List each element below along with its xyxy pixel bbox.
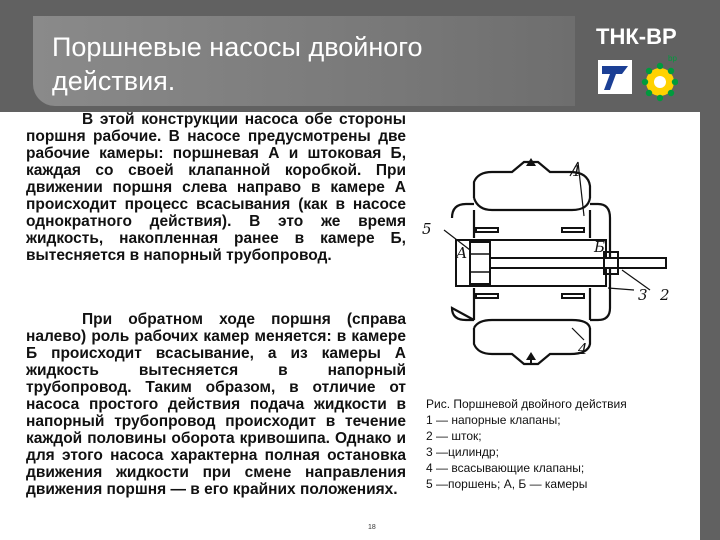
figure-caption (426, 396, 696, 492)
label-A: А (456, 244, 468, 262)
paragraph-2-text: При обратном ходе поршня (справа налево) роль рабочих камер меняется: в камере Б происходит всасывание, а из камеры А жидкость вытесняется в напорный трубопровод. Таким образом, в отличие от насоса простого действия подача жидкости в напорный трубопровод происходит в течение каждой половины оборота кривошипа. Однако и для этого насоса характерна полная остановка движения жидкости при смене направления движения поршня — в его крайних положениях. (26, 311, 406, 498)
tnk-bp-logo (598, 52, 678, 102)
cylinder-lower-walls (474, 288, 590, 320)
discharge-valve-left (476, 228, 498, 232)
caption-line-1: Рис. Поршневой двойного действия (426, 397, 627, 411)
caption-line-2: 1 — напорные клапаны; (426, 413, 561, 427)
caption-line-6: 5 —поршень; А, Б — камеры (426, 477, 588, 491)
slide-title-line1: Поршневые насосы двойного (52, 32, 423, 62)
label-5: 5 (422, 220, 432, 238)
brand-name: ТНК-ВР (596, 24, 677, 49)
piston-rod (490, 258, 666, 268)
suction-valve-right (562, 294, 584, 298)
slide-title (52, 30, 552, 98)
label-3: 3 (638, 286, 648, 304)
slide-title-line2: действия. (52, 66, 176, 96)
tnk-logo-bg (598, 60, 632, 94)
caption-line-5: 4 — всасывающие клапаны; (426, 461, 585, 475)
paragraph-1-text: В этой конструкции насоса обе стороны поршня рабочие. В насосе предусмотрены две рабочие камеры: поршневая А и штоковая Б, каждая со своей клапанной коробкой. При движении поршня слева направо в камере А происходит процесс всасывания (как в насосе однократного действия). В это же время жидкость, накопленная ранее в камере Б, вытесняется в напорный трубопровод. (26, 111, 406, 264)
leader-3 (608, 288, 634, 290)
caption-line-3: 2 — шток; (426, 429, 482, 443)
discharge-box-bottom-line (474, 198, 590, 210)
caption-line-4: 3 —цилиндр; (426, 445, 499, 459)
right-edge-bar (700, 0, 720, 540)
label-2: 2 (660, 286, 670, 304)
label-4: 4 (578, 340, 588, 358)
cylinder-upper-walls (474, 210, 590, 238)
piston (470, 242, 490, 284)
paragraph-2 (26, 311, 406, 498)
leader-4 (572, 328, 584, 340)
suction-box-top (474, 320, 590, 328)
label-1: 1 (572, 162, 582, 180)
inflow-arrow-head (526, 352, 536, 360)
suction-valve-left (476, 294, 498, 298)
page-number: 18 (368, 524, 376, 531)
discharge-valve-right (562, 228, 584, 232)
label-B: Б (594, 238, 606, 256)
pump-diagram (412, 158, 702, 368)
paragraph-1 (26, 111, 406, 264)
bp-small-text: bp (668, 54, 677, 63)
